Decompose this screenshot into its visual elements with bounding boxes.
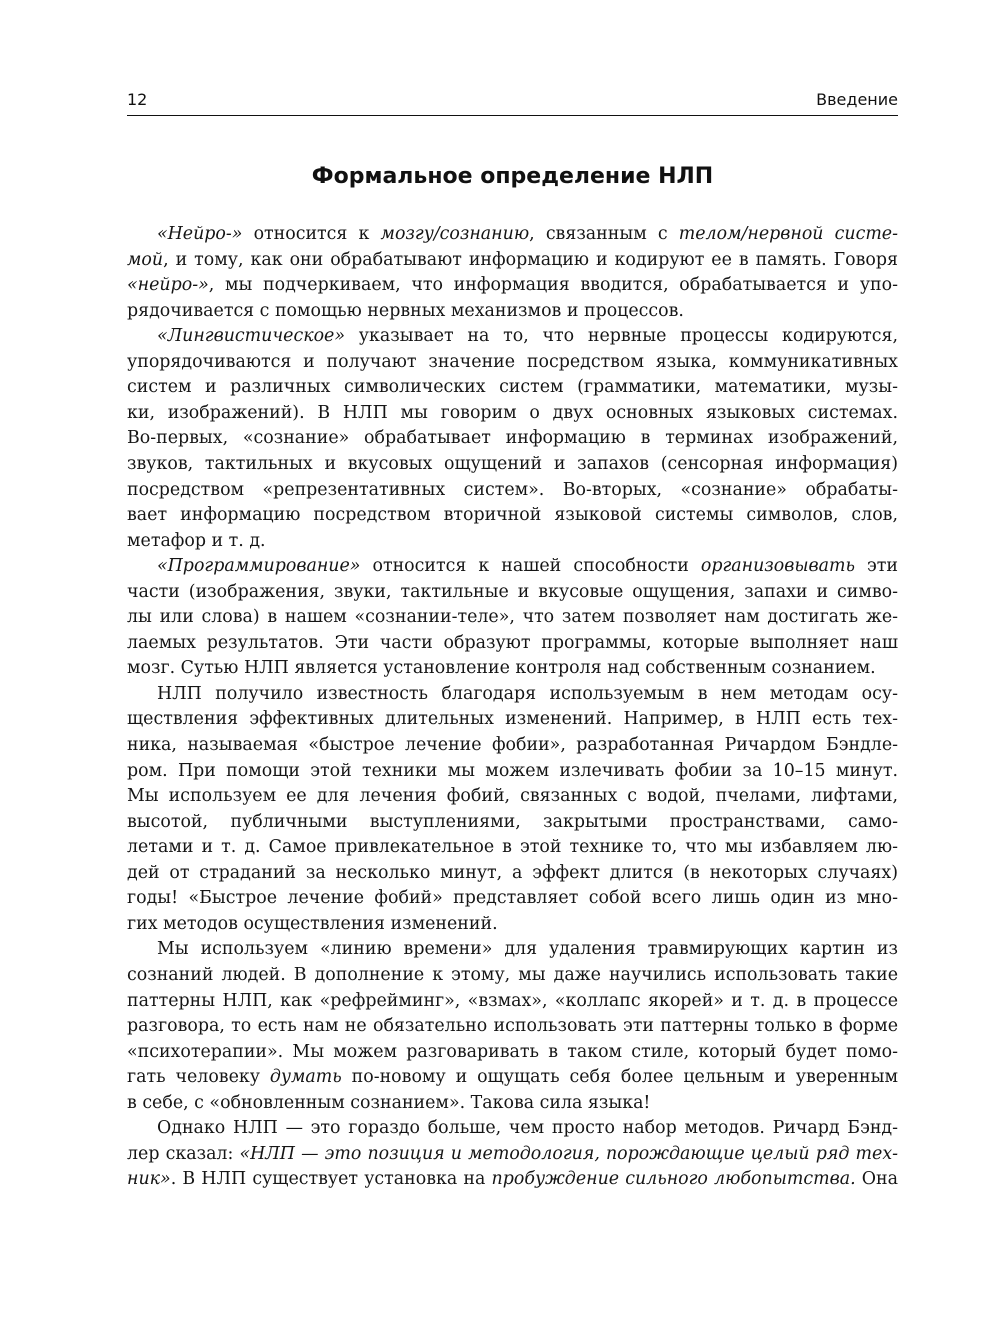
- text-segment: годы! «Быстрое лечение фобий» представляет собой всего лишь один из мно-: [127, 888, 898, 909]
- paragraph-first-line: [157, 324, 898, 349]
- text-segment: , и тому, как они обрабатывают информацию и кодируют ее в память. Говоря: [163, 249, 898, 270]
- text-segment: мозг. Сутью НЛП является установление контроля над собственным сознанием.: [127, 658, 876, 679]
- header-rule: [127, 115, 898, 116]
- text-segment: дей от страданий за несколько минут, а эффект длится (в некоторых случаях): [127, 862, 898, 883]
- text-segment: Во-первых, «сознание» обрабатывает информацию в терминах изображений,: [127, 428, 898, 449]
- text-segment: эти: [855, 556, 899, 577]
- text-segment: гих методов осуществления изменений.: [127, 913, 498, 934]
- text-segment: рядочивается с помощью нервных механизмов и процессов.: [127, 300, 684, 321]
- text-segment: указывает на то, что нервные процессы кодируются,: [345, 326, 898, 347]
- emphasis-text: «Нейро-»: [157, 224, 243, 244]
- text-segment: метафор и т. д.: [127, 530, 266, 551]
- paragraph-first-line: [157, 937, 898, 962]
- emphasis-text: телом/нервной систе-: [678, 224, 898, 244]
- text-line: [127, 1014, 898, 1039]
- paragraph-first-line: [157, 1116, 898, 1141]
- emphasis-text: «Программирование»: [157, 556, 361, 577]
- text-line: [127, 401, 898, 426]
- text-segment: Мы используем ее для лечения фобий, связанных с водой, пчелами, лифтами,: [127, 786, 898, 807]
- text-segment: лы или слова) в нашем «сознании-теле», что затем позволяет нам достигать же-: [127, 607, 898, 628]
- text-line: [127, 375, 898, 400]
- text-segment: относится к: [242, 224, 381, 244]
- text-line: [127, 963, 898, 988]
- text-line: [127, 861, 898, 886]
- text-line: [127, 248, 898, 273]
- text-segment: лаемых результатов. Эти части образуют программы, которые выполняет наш: [127, 632, 898, 653]
- text-line: [127, 426, 898, 451]
- text-segment: , связанным с: [529, 224, 679, 244]
- text-segment: лер сказал:: [127, 1143, 240, 1164]
- text-segment: летами и т. д. Самое привлекательное в этой технике то, что мы избавляем лю-: [127, 837, 898, 858]
- text-segment: разговора, то есть нам не обязательно использовать эти паттерны только в форме: [127, 1016, 898, 1037]
- text-segment: части (изображения, звуки, тактильные и вкусовые ощущения, запахи и симво-: [127, 581, 898, 602]
- text-line: [127, 1065, 898, 1090]
- text-line: [127, 784, 898, 809]
- text-line: [127, 529, 898, 554]
- text-segment: звуков, тактильных и вкусовых ощущений и запахов (сенсорная информация): [127, 453, 898, 474]
- text-segment: высотой, публичными выступлениями, закрытыми пространствами, само-: [127, 811, 898, 832]
- emphasis-text: организовывать: [700, 556, 855, 577]
- text-segment: упорядочиваются и получают значение посредством языка, коммуникативных: [127, 351, 898, 372]
- text-segment: в себе, с «обновленным сознанием». Такова сила языка!: [127, 1092, 651, 1113]
- paragraph-first-line: [157, 682, 898, 707]
- text-segment: ника, называемая «быстрое лечение фобии», разработанная Ричардом Бэндле-: [127, 735, 898, 755]
- text-line: [127, 631, 898, 656]
- text-line: [127, 1091, 898, 1116]
- text-segment: . В НЛП существует установка на: [170, 1169, 492, 1190]
- emphasis-text: мой: [127, 249, 164, 270]
- text-segment: по-новому и ощущать себя более цельным и уверенным: [341, 1067, 899, 1088]
- text-segment: систем и различных символических систем (грамматики, математики, музы-: [127, 377, 898, 398]
- text-segment: Однако НЛП — это гораздо больше, чем просто набор методов. Ричард Бэнд-: [157, 1118, 898, 1139]
- paragraph-first-line: [157, 222, 898, 247]
- text-segment: вает информацию посредством вторичной языковой системы символов, слов,: [127, 505, 898, 526]
- text-segment: относится к нашей способности: [360, 556, 701, 577]
- text-segment: Мы используем «линию времени» для удаления травмирующих картин из: [157, 939, 898, 960]
- text-line: [127, 733, 898, 758]
- text-line: [127, 656, 898, 681]
- text-line: [127, 1040, 898, 1065]
- text-line: [127, 912, 898, 937]
- text-segment: НЛП получило известность благодаря используемым в нем методам осу-: [157, 683, 898, 704]
- text-segment: посредством «репрезентативных систем». Во-вторых, «сознание» обрабаты-: [127, 479, 898, 500]
- text-segment: сознаний людей. В дополнение к этому, мы даже научились использовать такие: [127, 964, 898, 985]
- text-segment: паттерны НЛП, как «рефрейминг», «взмах», «коллапс якорей» и т. д. в процессе: [127, 990, 898, 1011]
- text-segment: ществления эффективных длительных изменений. Например, в НЛП есть тех-: [127, 709, 898, 730]
- text-line: [127, 299, 898, 324]
- page-number: 12: [127, 90, 148, 109]
- text-segment: ром. При помощи этой техники мы можем излечивать фобии за 10–15 минут.: [127, 760, 898, 781]
- text-line: [127, 605, 898, 630]
- text-segment: Она: [855, 1169, 898, 1190]
- emphasis-text: «Лингвистическое»: [157, 326, 345, 347]
- paragraph-first-line: [157, 554, 898, 579]
- section-title: Формальное определение НЛП: [311, 164, 714, 189]
- text-line: [127, 886, 898, 911]
- text-segment: , мы подчеркиваем, что информация вводится, обрабатывается и упо-: [208, 275, 898, 296]
- text-line: [127, 478, 898, 503]
- emphasis-text: думать: [269, 1067, 342, 1088]
- text-line: [127, 580, 898, 605]
- text-line: [127, 503, 898, 528]
- text-line: [127, 273, 898, 298]
- text-line: [127, 350, 898, 375]
- text-line: [127, 835, 898, 860]
- text-line: [127, 759, 898, 784]
- text-segment: ки, изображений). В НЛП мы говорим о двух основных языковых системах.: [127, 402, 898, 423]
- emphasis-text: ник»: [127, 1169, 171, 1190]
- emphasis-text: «нейро-»: [127, 275, 209, 296]
- text-line: [127, 707, 898, 732]
- text-segment: гать человеку: [127, 1067, 270, 1088]
- text-line: [127, 810, 898, 835]
- text-line: [127, 989, 898, 1014]
- text-line: [127, 1167, 898, 1192]
- emphasis-text: «НЛП — это позиция и методология, порождающие целый ряд тех-: [239, 1143, 899, 1164]
- text-line: [127, 452, 898, 477]
- text-line: [127, 1142, 898, 1167]
- emphasis-text: мозгу/сознанию: [380, 224, 530, 244]
- page-header: [127, 90, 898, 116]
- emphasis-text: пробуждение сильного любопытства.: [491, 1169, 856, 1190]
- running-head: Введение: [816, 90, 898, 109]
- text-segment: «психотерапии». Мы можем разговаривать в таком стиле, который будет помо-: [127, 1041, 898, 1062]
